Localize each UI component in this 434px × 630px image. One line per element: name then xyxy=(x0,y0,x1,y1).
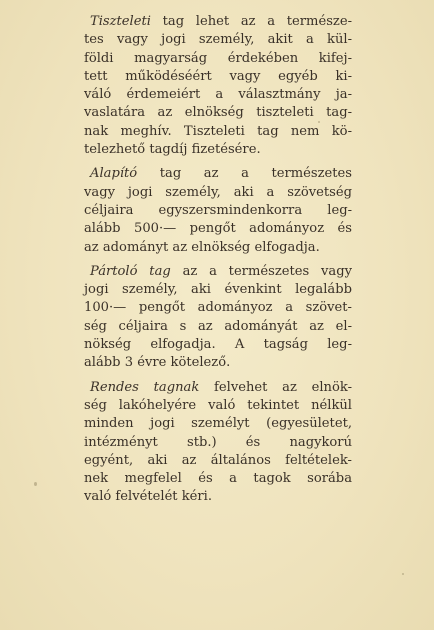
text-line xyxy=(84,379,352,397)
text-line: telezhető tagdíj fizetésére. xyxy=(84,142,261,158)
body-text xyxy=(84,13,352,513)
paragraph-honorary-member xyxy=(84,13,352,159)
text-line: céljaira egyszersmindenkorra leg- xyxy=(84,202,352,218)
text-line: ség céljaira s az adományát az el- xyxy=(84,318,352,334)
text-line xyxy=(84,263,352,281)
emphasis-term: Alapító xyxy=(90,166,138,182)
paragraph-founding-member xyxy=(84,165,352,256)
text-line: vaslatára az elnökség tiszteleti tag- xyxy=(84,105,352,121)
text-line: alább 3 évre kötelező. xyxy=(84,355,231,371)
text-line xyxy=(84,165,352,183)
line-text: tag lehet az a természe- xyxy=(150,14,352,29)
text-line: alább 500·— pengőt adományoz és xyxy=(84,221,352,237)
text-line: tett működéséért vagy egyéb ki- xyxy=(84,68,352,84)
emphasis-term: Rendes tagnak xyxy=(90,379,200,395)
line-text: tag az a természetes xyxy=(137,166,352,182)
text-line: nek megfelel és a tagok sorába xyxy=(84,471,352,487)
text-line: való felvételét kéri. xyxy=(84,489,213,505)
text-line: az adományt az elnökség elfogadja. xyxy=(84,239,320,255)
paper-speck xyxy=(34,482,37,486)
text-line: intézményt stb.) és nagykorú xyxy=(84,434,352,450)
text-line: vagy jogi személy, aki a szövetség xyxy=(84,184,352,200)
paper-speck xyxy=(402,573,404,575)
text-line: váló érdemeiért a választmány ja- xyxy=(84,87,352,103)
emphasis-term: Pártoló tag xyxy=(90,263,171,279)
line-text: az a természetes vagy xyxy=(170,263,352,279)
text-line: tes vagy jogi személy, akit a kül- xyxy=(84,32,352,48)
text-line: nökség elfogadja. A tagság leg- xyxy=(84,337,352,353)
paragraph-regular-member xyxy=(84,379,352,507)
text-line xyxy=(84,13,352,31)
text-line: ség lakóhelyére való tekintet nélkül xyxy=(84,397,352,413)
text-line: nak meghív. Tiszteleti tag nem kö- xyxy=(84,123,352,139)
line-text: felvehet az elnök- xyxy=(199,379,352,395)
paragraph-supporting-member xyxy=(84,263,352,373)
paper-speck xyxy=(318,121,320,123)
text-line: 100·— pengőt adományoz a szövet- xyxy=(84,300,352,316)
text-line: minden jogi személyt (egyesületet, xyxy=(84,416,352,432)
text-line: jogi személy, aki évenkint legalább xyxy=(84,282,352,298)
text-line: földi magyarság érdekében kifej- xyxy=(84,50,352,66)
emphasis-term: Tiszteleti xyxy=(90,14,151,29)
text-line: egyént, aki az általános feltételek- xyxy=(84,452,352,468)
